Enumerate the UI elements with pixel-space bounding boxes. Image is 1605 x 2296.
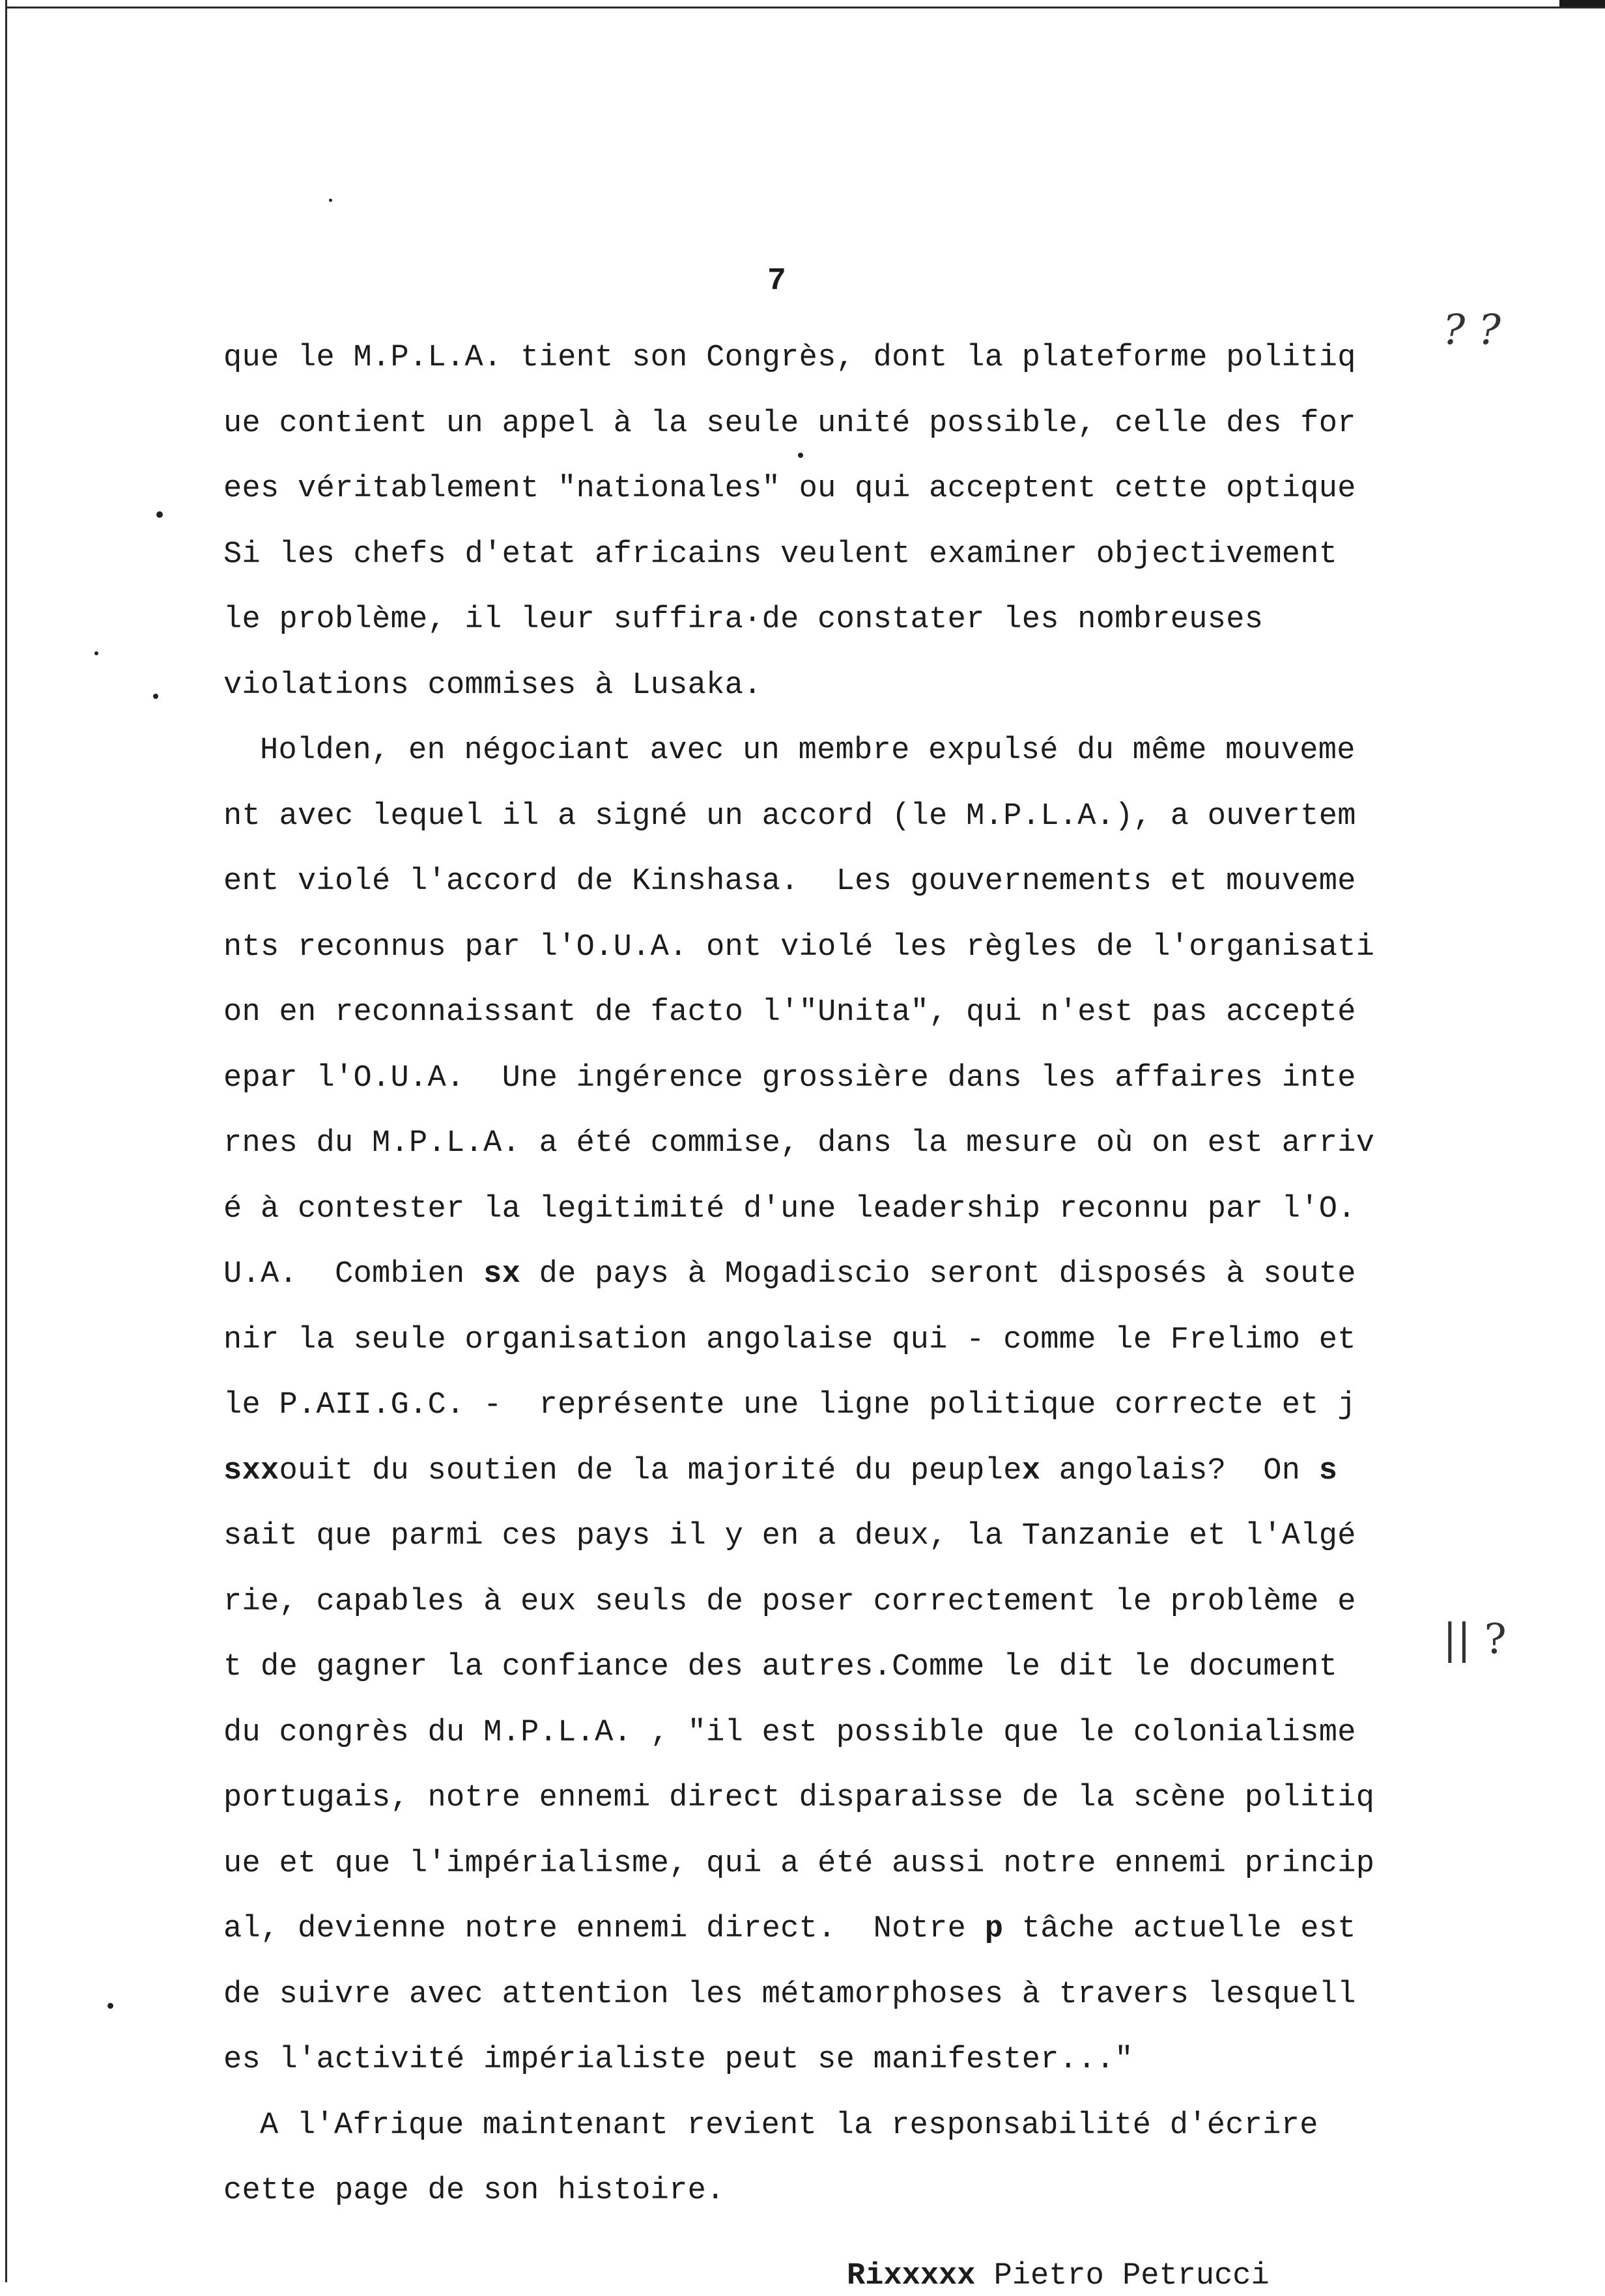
handwritten-margin-note: || ?: [1443, 1615, 1507, 1664]
text-line: nir la seule organisation angolaise qui - comme le Frelimo et: [223, 1322, 1356, 1357]
text-line: sait que parmi ces pays il y en a deux, la Tanzanie et l'Algé: [223, 1519, 1356, 1553]
text-line: on en reconnaissant de facto l'"Unita", qui n'est pas accepté: [223, 995, 1356, 1030]
scan-mark: [1559, 0, 1605, 7]
page-edge-top: [5, 7, 1605, 8]
text-fragment: al, devienne notre ennemi direct. Notre: [223, 1912, 985, 1946]
handwritten-margin-note: ? ?: [1443, 306, 1501, 354]
text-line: [223, 1439, 1461, 1505]
text-line: Si les chefs d'etat africains veulent examiner objectivement: [223, 537, 1338, 572]
text-line: [223, 1242, 1461, 1308]
overstrike-fragment: p: [984, 1912, 1004, 1946]
ink-speck: [329, 199, 332, 202]
overstrike-fragment: s: [1318, 1453, 1338, 1488]
text-line: rie, capables à eux seuls de poser correctement le problème e: [223, 1584, 1356, 1619]
text-line: ees véritablement "nationales" ou qui acceptent cette optique: [223, 472, 1356, 506]
text-line: epar l'O.U.A. Une ingérence grossière dans les affaires inte: [223, 1060, 1356, 1096]
author-name: Pietro Petrucci: [975, 2259, 1270, 2293]
overstrike-fragment: sx: [483, 1257, 521, 1292]
text-fragment: de pays à Mogadiscio seront disposés à soute: [520, 1257, 1356, 1292]
text-fragment: tâche actuelle est: [1003, 1912, 1356, 1946]
overstrike-fragment: sxx: [223, 1453, 279, 1488]
text-line: de suivre avec attention les métamorphoses à travers lesquell: [223, 1977, 1356, 2012]
signature: [847, 2257, 1270, 2296]
ink-speck: [94, 651, 98, 655]
overstrike-fragment: Rixxxxx: [847, 2259, 976, 2293]
text-line: que le M.P.L.A. tient son Congrès, dont la plateforme politiq: [223, 341, 1356, 375]
typewritten-body: [223, 326, 1461, 2224]
text-line: t de gagner la confiance des autres.Comme le dit le document: [223, 1650, 1338, 1684]
page-edge-left: [5, 0, 7, 2282]
ink-speck: [798, 453, 803, 458]
text-line: le problème, il leur suffira·de constater les nombreuses: [223, 602, 1264, 637]
text-line: rnes du M.P.L.A. a été commise, dans la mesure où on est arriv: [223, 1126, 1375, 1161]
text-line: le P.AII.G.C. - représente une ligne politique correcte et j: [223, 1388, 1356, 1423]
text-line: é à contester la legitimité d'une leadership reconnu par l'O.: [223, 1191, 1356, 1226]
text-line: violations commises à Lusaka.: [223, 668, 762, 703]
text-line: [223, 1897, 1461, 1963]
overstrike-fragment: x: [1021, 1453, 1041, 1488]
ink-speck: [107, 2003, 113, 2009]
text-line: es l'activité impérialiste peut se manifester...": [223, 2043, 1133, 2077]
page-number: 7: [767, 264, 786, 299]
text-fragment: U.A. Combien: [223, 1257, 484, 1292]
text-line: cette page de son histoire.: [223, 2174, 725, 2208]
ink-speck: [153, 694, 158, 699]
text-line: nt avec lequel il a signé un accord (le M.P.L.A.), a ouvertem: [223, 799, 1356, 834]
text-line: A l'Afrique maintenant revient la responsabilité d'écrire: [260, 2108, 1318, 2143]
text-line: ue contient un appel à la seule unité possible, celle des for: [223, 406, 1356, 441]
text-line: Holden, en négociant avec un membre expulsé du même mouveme: [260, 733, 1356, 768]
text-line: nts reconnus par l'O.U.A. ont violé les règles de l'organisati: [223, 929, 1375, 965]
text-fragment: angolais? On: [1040, 1453, 1319, 1488]
text-line: du congrès du M.P.L.A. , "il est possible que le colonialisme: [223, 1715, 1356, 1750]
text-line: ue et que l'impérialisme, qui a été aussi notre ennemi princip: [223, 1846, 1375, 1881]
ink-speck: [156, 511, 163, 518]
text-line: ent violé l'accord de Kinshasa. Les gouvernements et mouveme: [223, 864, 1356, 899]
text-line: portugais, notre ennemi direct disparaisse de la scène politiq: [223, 1781, 1375, 1815]
text-fragment: ouit du soutien de la majorité du peuple: [279, 1453, 1022, 1488]
